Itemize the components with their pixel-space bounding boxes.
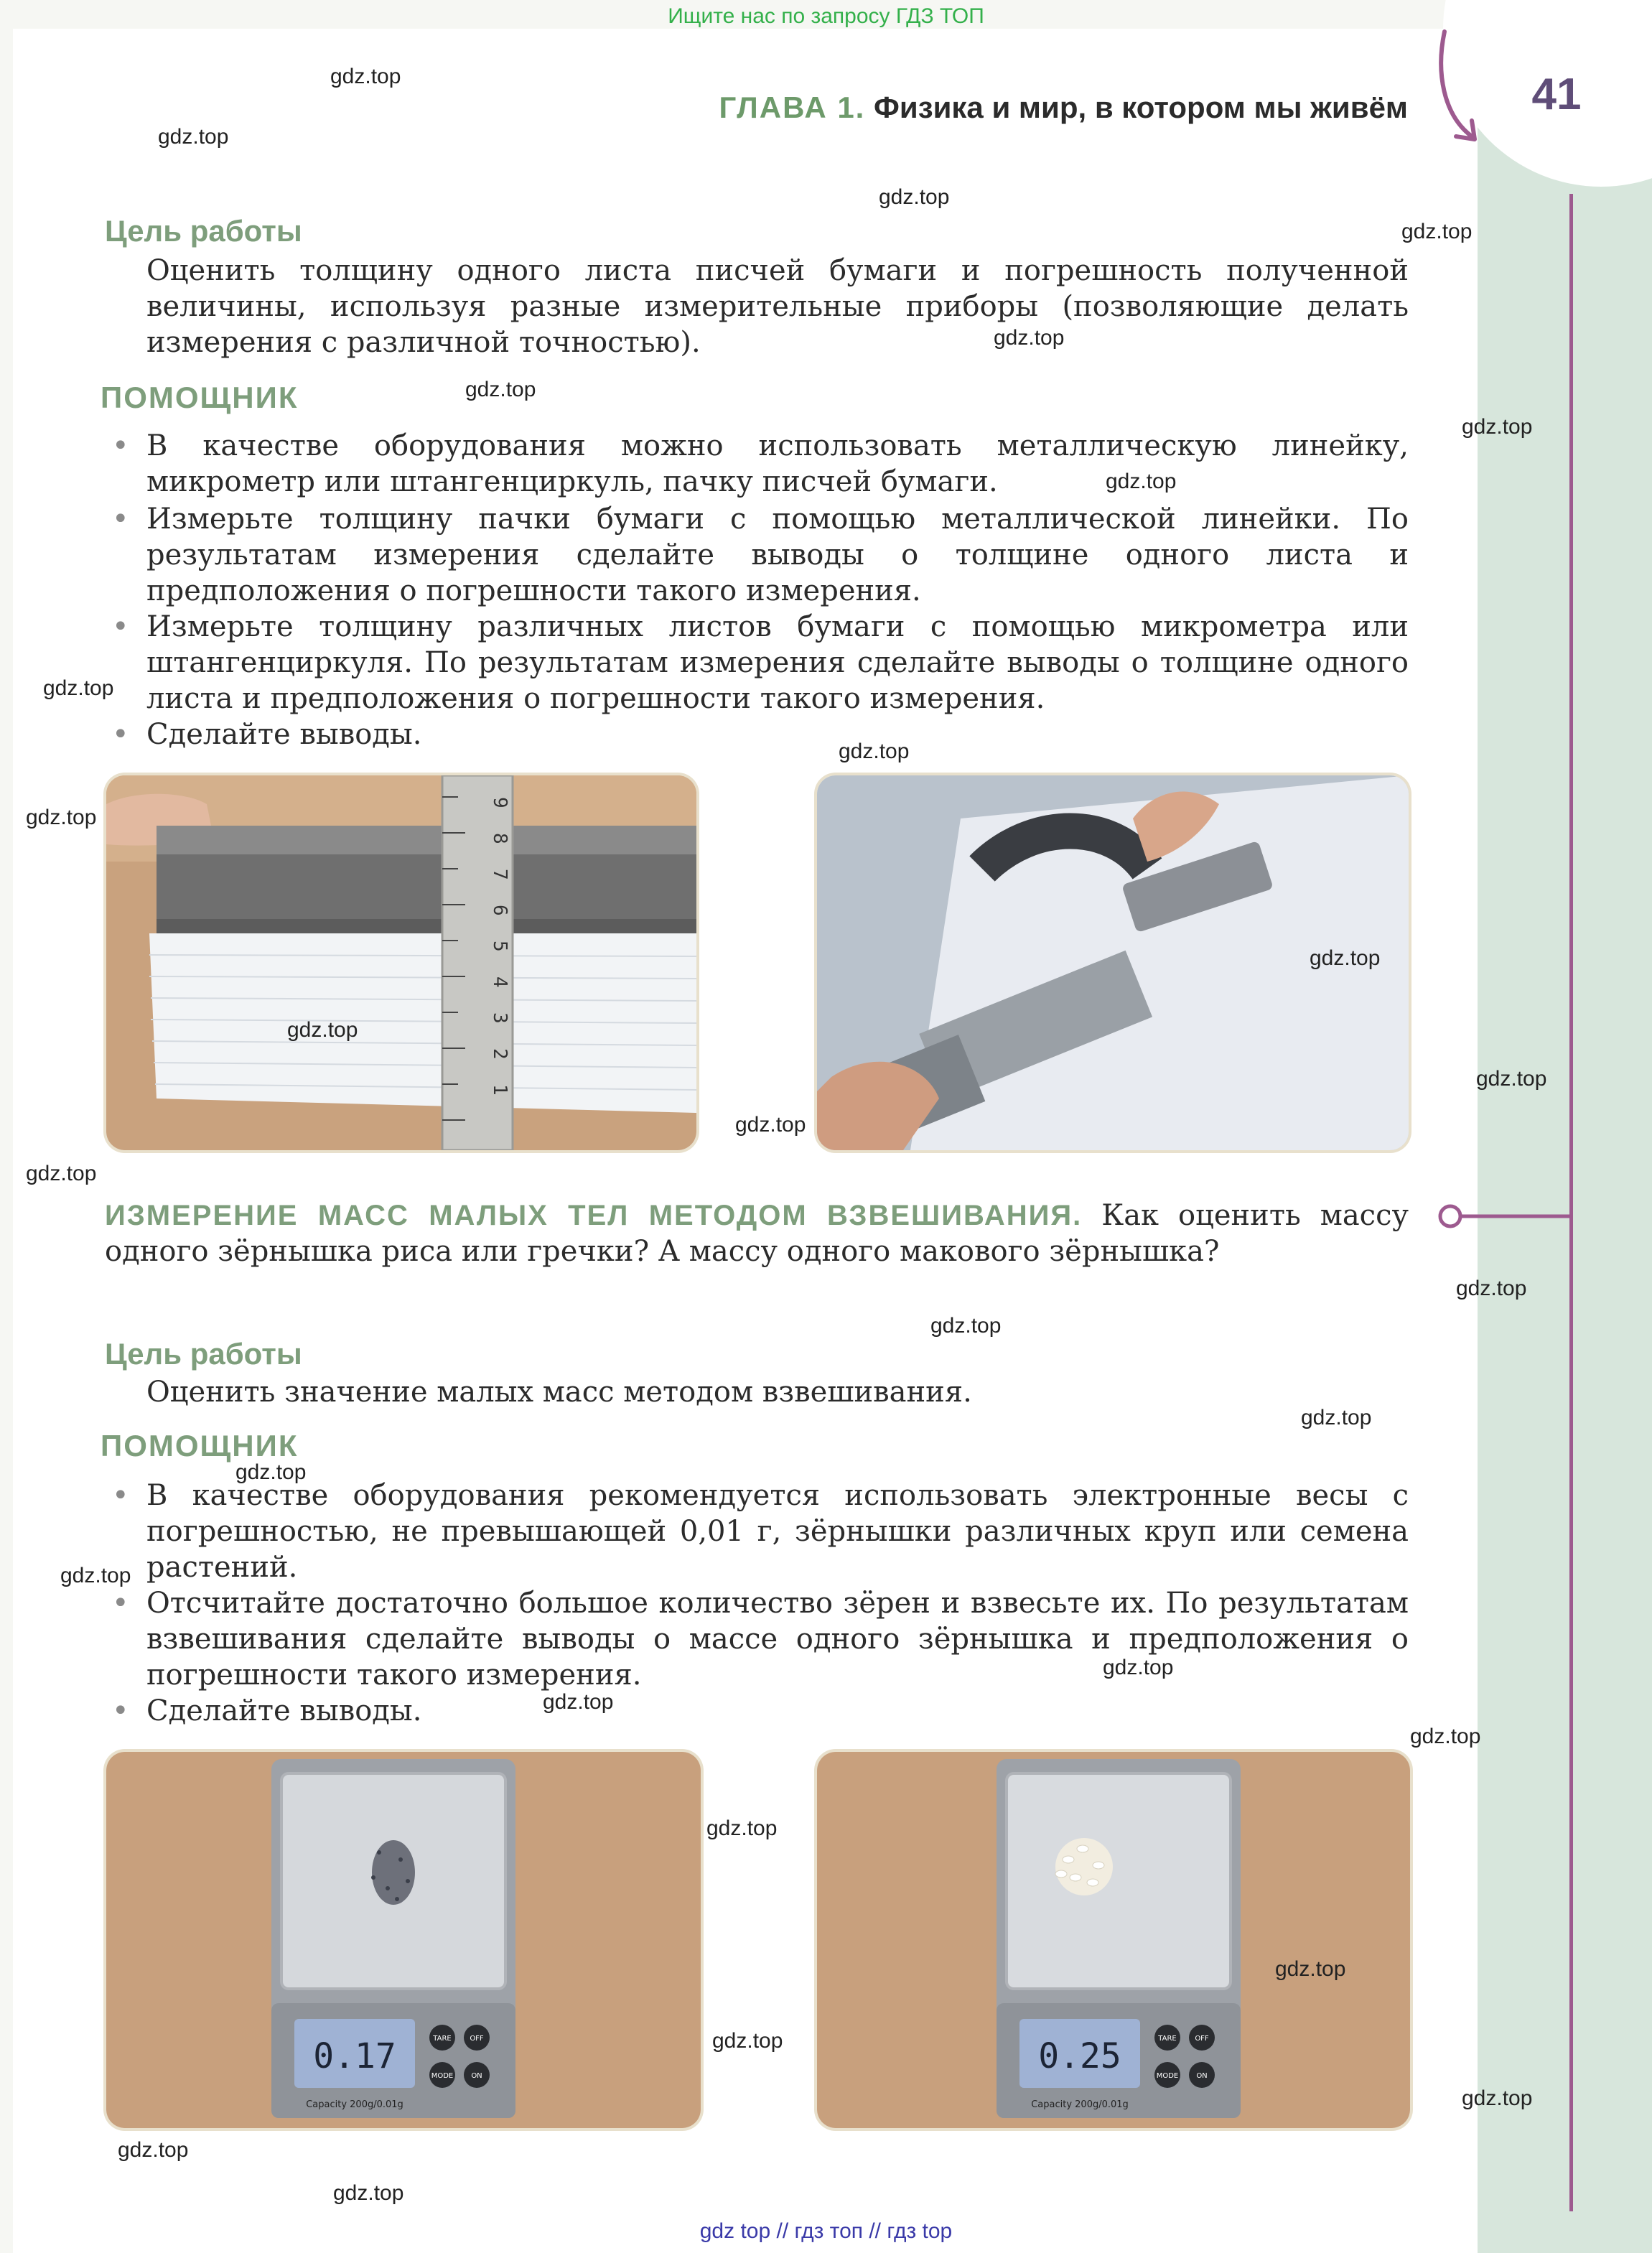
bullet-2-3: Сделайте выводы.	[146, 1694, 422, 1727]
bullet-2-1: В качестве оборудования рекомендуется использовать электронные весы с погрешностью, не превышающей 0,01 г, зёрнышки различных круп или семена растений.	[146, 1479, 1409, 1584]
watermark: gdz.top	[1103, 1656, 1174, 1679]
ruler-digit: 8	[489, 833, 510, 844]
watermark: gdz.top	[1476, 1067, 1547, 1091]
scale-capacity-1: Capacity 200g/0.01g	[306, 2099, 403, 2110]
bullet-icon: •	[112, 610, 129, 643]
watermark: gdz.top	[1401, 220, 1473, 243]
watermark: gdz.top	[543, 1690, 614, 1714]
chapter-title: Физика и мир, в котором мы живём	[874, 90, 1408, 124]
watermark: gdz.top	[287, 1018, 358, 1042]
bullet-icon: •	[112, 429, 129, 462]
ruler-digit: 4	[489, 976, 510, 988]
watermark: gdz.top	[706, 1816, 778, 1840]
watermark: gdz.top	[1301, 1406, 1372, 1429]
section-2-heading	[105, 1198, 1409, 1269]
section-2-question: Как оценить массу одного зёрнышка риса или гречки? А массу одного макового зёрнышка?	[105, 1199, 1409, 1268]
ruler-digit: 9	[489, 797, 510, 808]
chapter-arrow-icon	[1429, 29, 1501, 151]
watermark: gdz.top	[465, 378, 536, 401]
scale-display-2: 0.25	[1038, 2036, 1121, 2076]
off-button-label: OFF	[1195, 2035, 1209, 2043]
bullet-icon: •	[112, 718, 129, 751]
watermark: gdz.top	[1462, 415, 1533, 439]
page-number: 41	[1531, 70, 1582, 119]
watermark: gdz.top	[43, 676, 114, 700]
section-marker-icon	[1434, 1198, 1578, 1241]
watermark: gdz.top	[1410, 1725, 1481, 1748]
watermark: gdz.top	[235, 1460, 307, 1484]
mode-button-label: MODE	[431, 2072, 454, 2080]
watermark: gdz.top	[1106, 470, 1177, 493]
bullet-1-3: Измерьте толщину различных листов бумаги с помощью микрометра или штангенциркуля. По результатам измерения сделайте выводы о толщине одного листа и предположения о погрешности такого измерения.	[146, 610, 1409, 715]
bullet-icon: •	[112, 1479, 129, 1512]
watermark: gdz.top	[60, 1564, 131, 1587]
bullet-1-1: В качестве оборудования можно использовать металлическую линейку, микрометр или штангенциркуль, пачку писчей бумаги.	[146, 429, 1409, 498]
mode-button-label: MODE	[1156, 2072, 1179, 2080]
watermark: gdz.top	[1456, 1277, 1527, 1300]
page-header	[719, 90, 1408, 125]
top-banner[interactable]: Ищите нас по запросу ГДЗ ТОП	[668, 4, 984, 28]
tare-button-label: TARE	[1158, 2035, 1177, 2043]
ruler-digit: 5	[489, 941, 510, 952]
bottom-banner[interactable]: gdz top // гдз топ // гдз top	[699, 2219, 953, 2243]
helper-label-1: ПОМОЩНИК	[101, 381, 299, 414]
tare-button-label: TARE	[433, 2035, 452, 2043]
off-button-label: OFF	[470, 2035, 484, 2043]
on-button-label: ON	[1196, 2072, 1208, 2080]
watermark: gdz.top	[333, 2181, 404, 2205]
bullet-1-4: Сделайте выводы.	[146, 718, 422, 751]
watermark: gdz.top	[158, 125, 229, 149]
ruler-digit: 7	[489, 869, 510, 880]
bullet-1-2: Измерьте толщину пачки бумаги с помощью металлической линейки. По результатам измерения сделайте выводы о толщине одного листа и предположения о погрешности такого измерения.	[146, 503, 1409, 607]
goal-text-2: Оценить значение малых масс методом взвешивания.	[146, 1376, 972, 1409]
margin-band	[1478, 29, 1652, 2253]
goal-label-1: Цель работы	[105, 214, 302, 248]
watermark: gdz.top	[330, 65, 401, 88]
goal-text-1: Оценить толщину одного листа писчей бумаги и погрешность полученной величины, используя разные измерительные приборы (позволяющие делать измерения с различной точностью).	[146, 254, 1409, 359]
ruler-digit: 1	[489, 1084, 510, 1096]
watermark: gdz.top	[930, 1314, 1002, 1338]
watermark: gdz.top	[879, 185, 950, 209]
section-2-title: ИЗМЕРЕНИЕ МАСС МАЛЫХ ТЕЛ МЕТОДОМ ВЗВЕШИВАНИЯ.	[105, 1200, 1083, 1231]
ruler-digit: 6	[489, 905, 510, 916]
ruler-digit: 3	[489, 1012, 510, 1024]
watermark: gdz.top	[1310, 946, 1381, 970]
ruler-digit: 2	[489, 1048, 510, 1060]
watermark: gdz.top	[118, 2138, 189, 2162]
watermark: gdz.top	[26, 806, 97, 829]
scale-photo-rice	[817, 1752, 1410, 2128]
ruler-photo	[106, 775, 696, 1150]
chapter-label: ГЛАВА 1.	[719, 90, 866, 124]
watermark: gdz.top	[735, 1113, 806, 1137]
scale-capacity-2: Capacity 200g/0.01g	[1031, 2099, 1129, 2110]
on-button-label: ON	[471, 2072, 482, 2080]
bullet-icon: •	[112, 1587, 129, 1620]
watermark: gdz.top	[994, 326, 1065, 350]
bullet-icon: •	[112, 1694, 129, 1727]
goal-label-2: Цель работы	[105, 1337, 302, 1371]
watermark: gdz.top	[839, 740, 910, 763]
watermark: gdz.top	[1275, 1957, 1346, 1981]
bullet-2-2: Отсчитайте достаточно большое количество зёрен и взвесьте их. По результатам взвешивания сделайте выводы о массе одного зёрнышка и предположения о погрешности такого измерения.	[146, 1587, 1409, 1692]
watermark: gdz.top	[1462, 2086, 1533, 2110]
watermark: gdz.top	[26, 1162, 97, 1185]
helper-label-2: ПОМОЩНИК	[101, 1429, 299, 1463]
scale-display-1: 0.17	[313, 2036, 396, 2076]
scale-photo-seeds	[106, 1752, 701, 2128]
watermark: gdz.top	[712, 2029, 783, 2053]
bullet-icon: •	[112, 503, 129, 536]
